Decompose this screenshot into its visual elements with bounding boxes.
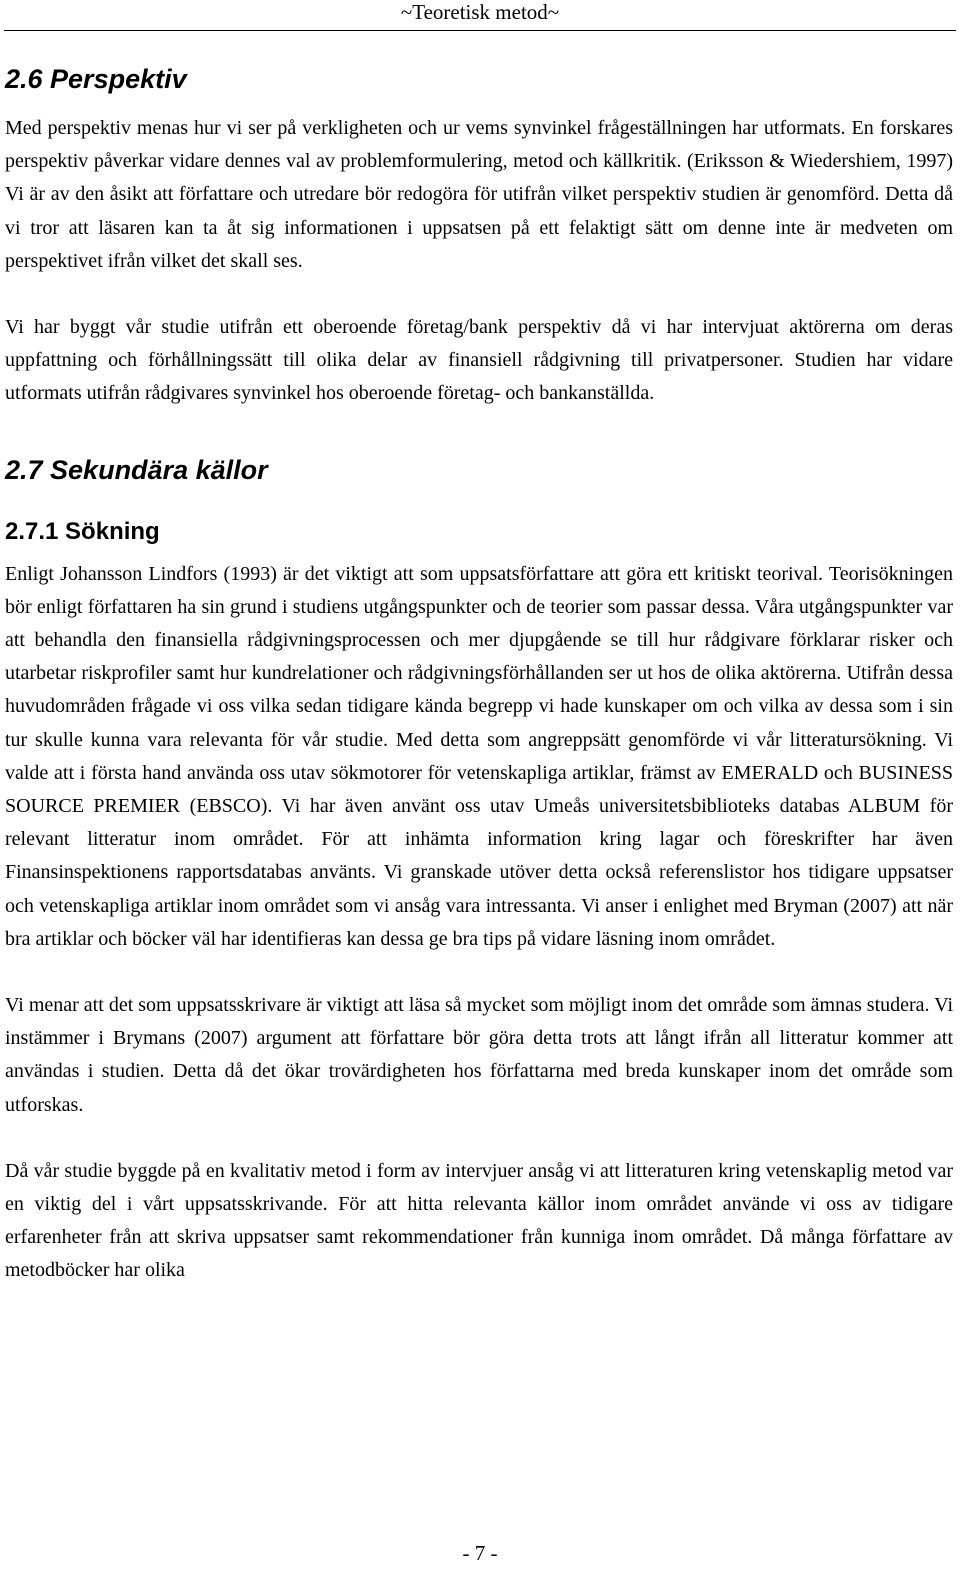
header-divider bbox=[4, 30, 956, 31]
subsection-heading-sokning: 2.7.1 Sökning bbox=[5, 517, 160, 545]
paragraph: Vi har byggt vår studie utifrån ett oberoende företag/bank perspektiv då vi har intervjuat aktörerna om deras uppfattning och förhållningssätt till olika delar av finansiell rådgivning till privatpersoner. Studien har vidare utformats utifrån rådgivares synvinkel hos oberoende företag- och bankanställda. bbox=[5, 316, 953, 405]
page-number: - 7 - bbox=[462, 1541, 498, 1565]
section-heading-perspektiv: 2.6 Perspektiv bbox=[5, 64, 187, 94]
paragraph: Vi menar att det som uppsatsskrivare är viktigt att läsa så mycket som möjligt inom det område som ämnas studera. Vi instämmer i Brymans (2007) argument att författare bör göra detta trots att långt ifrån all litteratur kommer att användas i studien. Detta då det ökar trovärdigheten hos författarna med breda kunskaper inom det område som utforskas. bbox=[5, 994, 953, 1116]
paragraph: Enligt Johansson Lindfors (1993) är det viktigt att som uppsatsförfattare att göra ett kritiskt teorival. Teorisökningen bör enligt författaren ha sin grund i studiens utgångspunkter och de teorier som passar dessa. Våra utgångspunkter var att behandla den finansiella rådgivningsprocessen och mer djupgående se till hur rådgivare förklarar risker och utarbetar riskprofiler samt hur kundrelationer och rådgivningsförhållanden ser ut hos de olika aktörerna. Utifrån dessa huvudområden frågade vi oss vilka sedan tidigare kända begrepp vi hade kunskaper om och vilka av dessa som i sin tur skulle kunna vara relevanta för vår studie. Med detta som angreppsätt genomförde vi vår litteratursökning. Vi valde att i första hand använda oss utav sökmotorer för vetenskapliga artiklar, främst av EMERALD och BUSINESS SOURCE PREMIER (EBSCO). Vi har även använt oss utav Umeås universitetsbiblioteks databas ALBUM för relevant litteratur inom området. För att inhämta information kring lagar och föreskrifter har även Finansinspektionens rapportsdatabas använts. Vi granskade utöver detta också referenslistor hos tidigare uppsatser och vetenskapliga artiklar inom området som vi ansåg vara intressanta. Vi anser i enlighet med Bryman (2007) att när bra artiklar och böcker väl har identifieras kan dessa ge bra tips på vidare läsning inom området. bbox=[5, 562, 953, 950]
section-heading-sekundara-kallor: 2.7 Sekundära källor bbox=[5, 454, 268, 485]
paragraph: Då vår studie byggde på en kvalitativ metod i form av intervjuer ansåg vi att litteraturen kring vetenskaplig metod var en viktig del i vårt uppsatsskrivande. För att hitta relevanta källor inom området använde vi oss av tidigare erfarenheter från att skriva uppsatser samt rekommendationer från kunniga inom området. Då många författare av metodböcker har olika bbox=[5, 1159, 953, 1282]
paragraph: Med perspektiv menas hur vi ser på verkligheten och ur vems synvinkel frågeställningen har utformats. En forskares perspektiv påverkar vidare dennes val av problemformulering, metod och källkritik. (Eriksson & Wiedershiem, 1997) Vi är av den åsikt att författare och utredare bör redogöra för utifrån vilket perspektiv studien är genomförd. Detta då vi tror att läsaren kan ta åt sig informationen i uppsatsen på ett felaktigt sätt om denne inte är medveten om perspektivet ifrån vilket det skall ses. bbox=[5, 117, 953, 272]
page-content bbox=[5, 62, 953, 1288]
running-header: ~Teoretisk metod~ bbox=[400, 0, 560, 24]
